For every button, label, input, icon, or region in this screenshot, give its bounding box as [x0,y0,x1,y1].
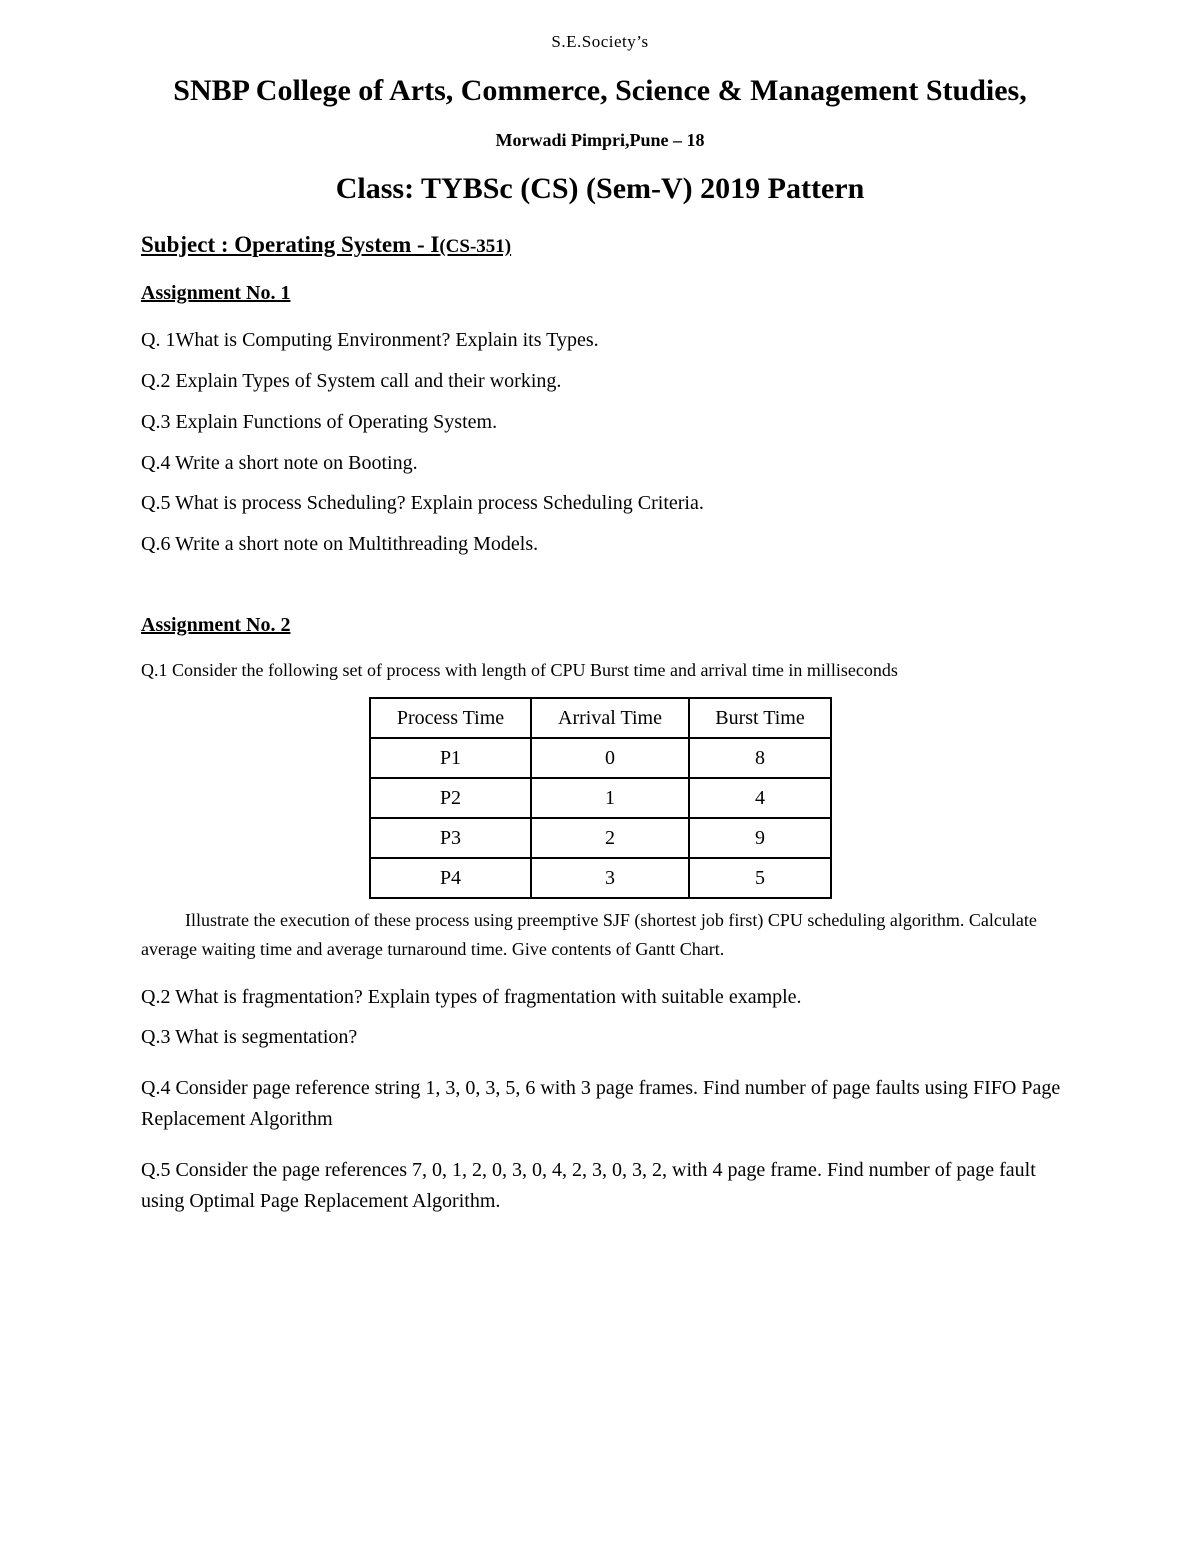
assignment-2-question-1-instruction: Illustrate the execution of these process using preemptive SJF (shortest job first) CPU scheduling algorithm. Calculate average waiting time and average turnaround time. Give contents of Gantt Chart. [141,910,1037,959]
assignment-2-question: Q.5 Consider the page references 7, 0, 1, 2, 0, 3, 0, 4, 2, 3, 0, 3, 2, with 4 page frame. Find number of page fault using Optimal Page Replacement Algorithm. [141,1159,1036,1212]
table-cell: 3 [531,858,689,898]
society-name: S.E.Society’s [551,32,649,51]
assignment-2-question-1: Q.1 Consider the following set of process with length of CPU Burst time and arrival time in milliseconds [141,660,898,680]
subject-name: Subject : Operating System - I [141,232,440,257]
table-cell: 2 [531,818,689,858]
table-row [370,818,831,858]
assignment-2-question: Q.2 What is fragmentation? Explain types of fragmentation with suitable example. [141,986,802,1008]
table-cell: 0 [531,738,689,778]
assignment-2-heading: Assignment No. 2 [141,614,291,636]
table-cell: 8 [689,738,831,778]
assignment-1-question: Q. 1What is Computing Environment? Explain its Types. [141,329,599,351]
table-cell: P1 [370,738,531,778]
table-header-row [370,698,831,738]
assignment-1-question: Q.3 Explain Functions of Operating System. [141,411,498,433]
table-cell: 1 [531,778,689,818]
college-name: SNBP College of Arts, Commerce, Science & Management Studies, [173,74,1027,107]
table-row [370,778,831,818]
assignment-1-question: Q.2 Explain Types of System call and their working. [141,370,562,392]
assignment-1-question: Q.5 What is process Scheduling? Explain process Scheduling Criteria. [141,492,704,514]
column-header: Arrival Time [531,698,689,738]
table-row [370,738,831,778]
assignment-2-question: Q.4 Consider page reference string 1, 3, 0, 3, 5, 6 with 3 page frames. Find number of page faults using FIFO Page Replacement Algorithm [141,1077,1061,1130]
college-address: Morwadi Pimpri,Pune – 18 [495,130,705,150]
assignment-2-question: Q.3 What is segmentation? [141,1026,358,1048]
table-cell: P3 [370,818,531,858]
table-cell: 9 [689,818,831,858]
table-cell: P2 [370,778,531,818]
class-title: Class: TYBSc (CS) (Sem-V) 2019 Pattern [335,172,865,205]
subject-code: (CS-351) [439,236,512,257]
process-table [369,697,832,899]
assignment-1-question: Q.6 Write a short note on Multithreading Models. [141,533,539,555]
table-cell: 5 [689,858,831,898]
table-row [370,858,831,898]
column-header: Burst Time [689,698,831,738]
assignment-1-question: Q.4 Write a short note on Booting. [141,452,418,474]
table-cell: 4 [689,778,831,818]
assignment-1-heading: Assignment No. 1 [141,282,291,304]
subject-title [141,232,511,258]
table-cell: P4 [370,858,531,898]
column-header: Process Time [370,698,531,738]
